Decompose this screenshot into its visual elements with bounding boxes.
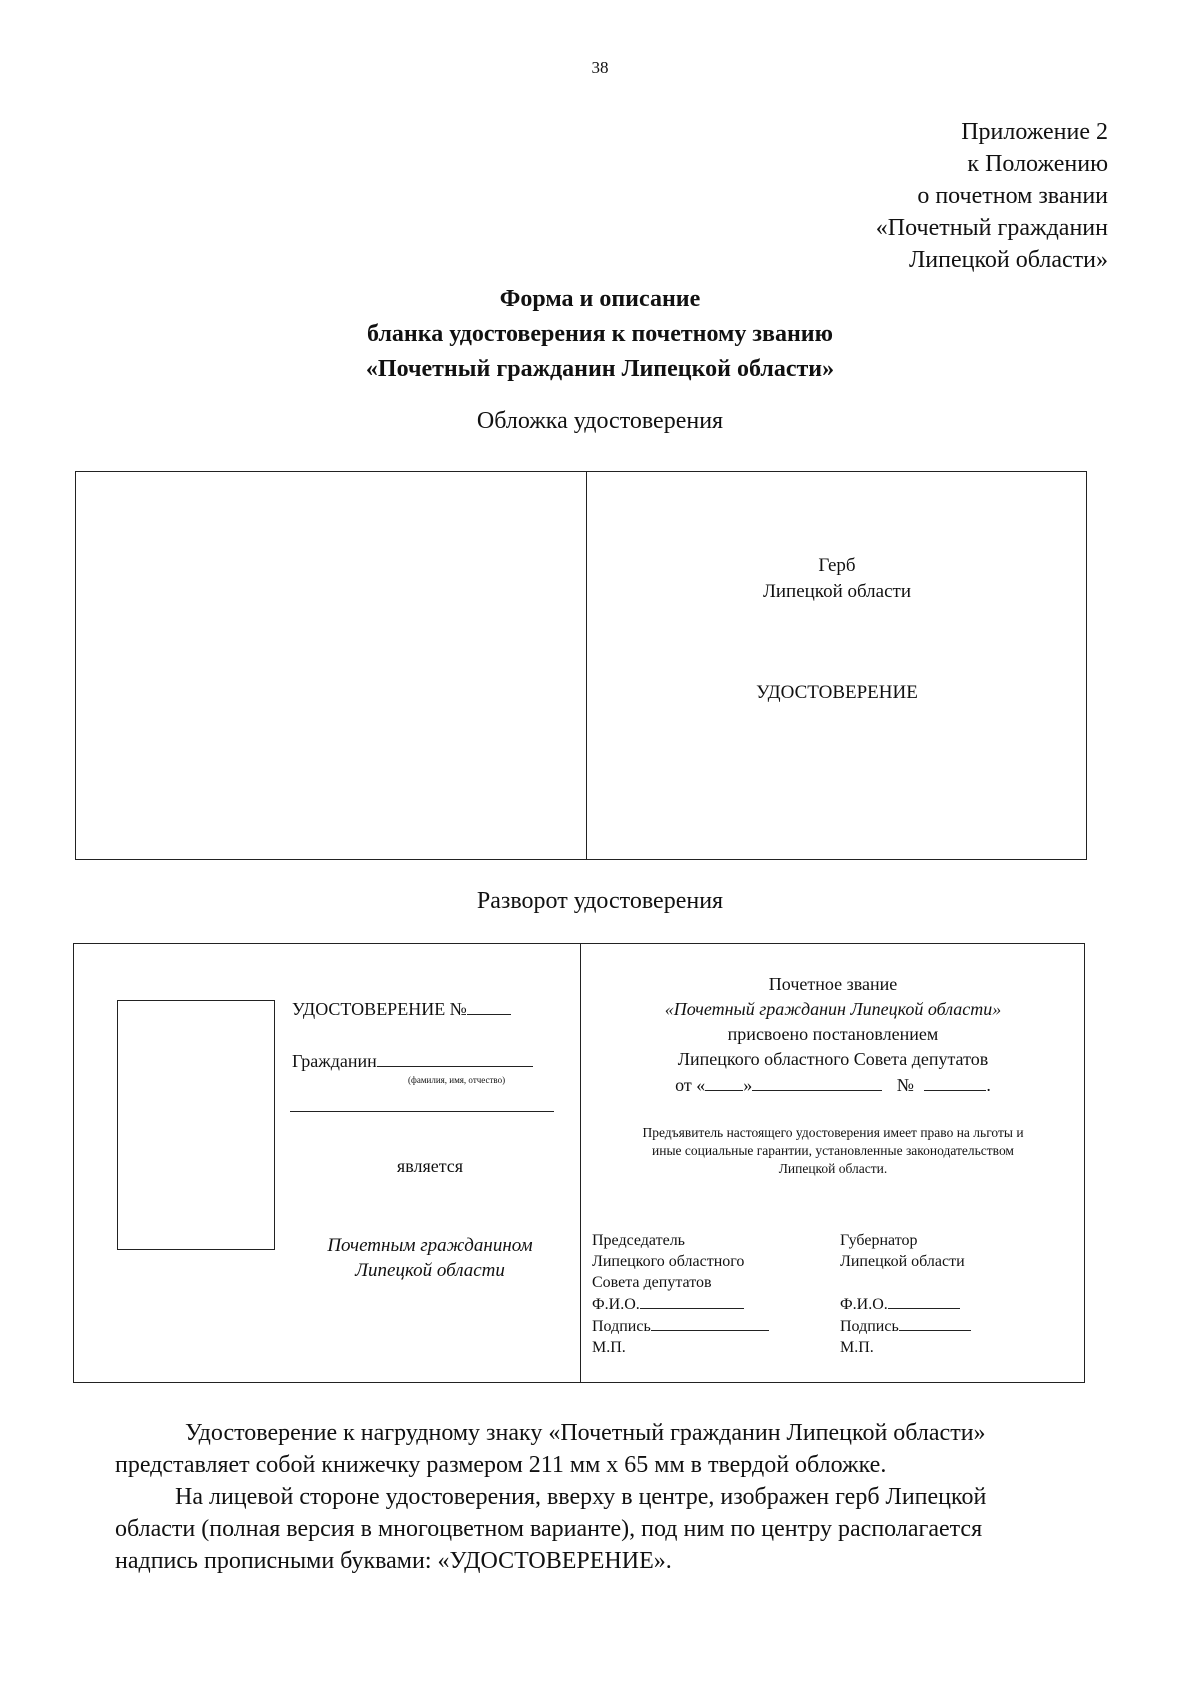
chairman-line: Липецкого областного [592,1253,745,1270]
chairman-stamp: М.П. [592,1339,626,1356]
cover-emblem-caption [587,553,1087,605]
date-month-blank [752,1072,882,1091]
chairman-signature-block [592,1230,769,1358]
spread-heading: Разворот удостоверения [476,888,724,914]
document-title [0,282,1200,387]
date-quote: » [743,1075,753,1095]
governor-stamp: М.П. [840,1339,874,1356]
citizen-blank [377,1048,533,1067]
governor-line: Губернатор [840,1232,918,1249]
governor-signature-row [840,1315,971,1337]
title-conferral-block [581,972,1085,1098]
signature-label: Подпись [840,1318,899,1335]
conferral-line: присвоено постановлением [727,1024,939,1044]
appendix-line: «Почетный гражданин [875,215,1108,241]
paragraph-line: На лицевой стороне удостоверения, вверху в центре, изображен герб Липецкой [175,1484,987,1510]
certificate-number-row [292,996,511,1020]
decree-number-sign: № [896,1075,914,1095]
decree-date-row [581,1072,1085,1098]
date-period: . [986,1075,991,1095]
certificate-number-label: УДОСТОВЕРЕНИЕ № [292,999,467,1019]
chairman-line: Председатель [592,1232,685,1249]
chairman-line: Совета депутатов [592,1274,712,1291]
honorary-line: Почетным гражданином [327,1235,533,1256]
governor-spacer [840,1272,971,1293]
appendix-line: Приложение 2 [961,119,1108,145]
governor-signature-block [840,1230,971,1358]
name-hint: (фамилия, имя, отчество) [408,1075,506,1085]
honorary-line: Липецкой области [355,1260,505,1281]
honorary-title [292,1233,568,1283]
emblem-line: Герб [818,555,856,576]
emblem-line: Липецкой области [762,581,912,602]
cover-heading: Обложка удостоверения [476,408,724,434]
description-text [115,1417,1115,1577]
paragraph-line: области (полная версия в многоцветном варианте), под ним по центру располагается [115,1516,983,1542]
chairman-signature-row [592,1315,769,1337]
paragraph-line: надпись прописными буквами: «УДОСТОВЕРЕНИЕ». [115,1548,672,1574]
appendix-line: к Положению [967,151,1108,177]
signature-label: Подпись [592,1318,651,1335]
governor-fio-row [840,1293,971,1315]
cover-label: УДОСТОВЕРЕНИЕ [756,682,918,703]
number-blank [467,996,511,1015]
fio-blank [640,1293,744,1309]
date-prefix: от « [675,1075,706,1095]
is-label: является [396,1156,464,1176]
conferral-line: Липецкого областного Совета депутатов [677,1049,989,1069]
fio-label: Ф.И.О. [840,1296,888,1313]
paragraph-line: представляет собой книжечку размером 211 мм х 65 мм в твердой обложке. [115,1452,887,1478]
governor-line: Липецкой области [840,1253,965,1270]
appendix-block [876,116,1108,276]
rights-line: Предъявитель настоящего удостоверения имеет право на льготы и [642,1125,1024,1140]
chairman-fio-row [592,1293,769,1315]
signature-blank [899,1315,971,1331]
conferral-title: «Почетный гражданин Липецкой области» [664,999,1002,1019]
fio-blank [888,1293,960,1309]
page-number: 38 [591,58,609,77]
decree-number-blank [924,1072,986,1091]
title-line: Форма и описание [499,286,701,312]
conferral-line: Почетное звание [768,974,898,994]
citizen-row [292,1048,533,1072]
title-line: «Почетный гражданин Липецкой области» [365,356,835,382]
citizen-second-line [290,1111,554,1112]
photo-placeholder [117,1000,275,1250]
paragraph-line: Удостоверение к нагрудному знаку «Почетный гражданин Липецкой области» [185,1420,986,1446]
rights-line: Липецкой области. [778,1161,888,1176]
rights-notice [581,1124,1085,1178]
fio-label: Ф.И.О. [592,1296,640,1313]
signature-blank [651,1315,769,1331]
appendix-line: о почетном звании [917,183,1108,209]
citizen-label: Гражданин [292,1051,377,1071]
title-line: бланка удостоверения к почетному званию [367,321,833,347]
appendix-line: Липецкой области» [909,247,1108,273]
date-day-blank [705,1072,743,1091]
cover-fold-line [586,471,587,860]
cover-frame [75,471,1087,860]
rights-line: иные социальные гарантии, установленные законодательством [652,1143,1014,1158]
